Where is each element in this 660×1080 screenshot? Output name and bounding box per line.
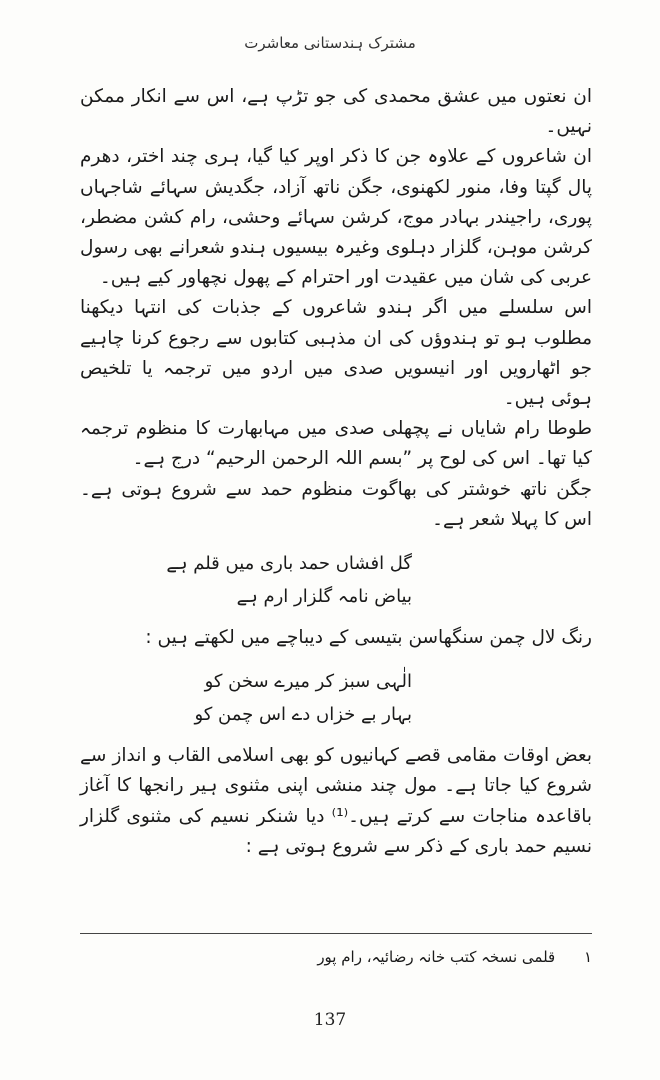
closing-paragraph: بعض اوقات مقامی قصے کہانیوں کو بھی اسلامی القاب و انداز سے شروع کیا جاتا ہے۔ مول چند منشی اپنی مثنوی ہیر رانجھا کا آغاز باقاعدہ مناجات سے کرتے ہیں۔⁽¹⁾ دیا شنکر نسیم کی مثنوی گلزار نسیم حمد باری کے ذکر سے شروع ہوتی ہے : [80,745,592,857]
verse-1-line-1: گل افشاں حمد باری میں قلم ہے [166,553,412,575]
page-number: 137 [313,1010,347,1030]
verse-2-line-2: بہار بے خزاں دے اس چمن کو [194,704,412,726]
paragraph-5: جگن ناتھ خوشتر کی بھاگوت منظوم حمد سے شروع ہوتی ہے۔ اس کا پہلا شعر ہے۔ [80,478,592,530]
paragraph-1: ان نعتوں میں عشق محمدی کی جو تڑپ ہے، اس سے انکار ممکن نہیں۔ [80,86,592,138]
footnote-text: قلمی نسخہ کتب خانہ رضائیہ، رام پور [317,948,556,966]
verse-2-intro: رنگ لال چمن سنگھاسن بتیسی کے دیباچے میں لکھتے ہیں : [145,627,592,649]
paragraph-4: طوطا رام شایاں نے پچھلی صدی میں مہابھارت کا منظوم ترجمہ کیا تھا۔ اس کی لوح پر ”بسم اللہ الرحمن الرحیم“ درج ہے۔ [80,418,592,470]
running-head: مشترک ہندستانی معاشرت [244,34,416,52]
paragraph-2: ان شاعروں کے علاوہ جن کا ذکر اوپر کیا گیا، ہری چند اختر، دھرم پال گپتا وفا، منور لکھنوی، جگن ناتھ آزاد، جگدیش سہائے شاجہاں پوری، راجیندر بہادر موج، کرشن سہائے وحشی، رام کشن مضطر، کرشن موہن، گلزار دہلوی وغیرہ بیسیوں ہندو شعرانے بھی رسول عربی کی شان میں عقیدت اور احترام کے پھول نچھاور کیے ہیں۔ [80,146,592,289]
body-text [80,82,592,862]
verse-1-line-2: بیاض نامہ گلزار ارم ہے [236,586,412,608]
footnote [80,948,592,966]
footnote-divider [80,933,592,934]
paragraph-3: اس سلسلے میں اگر ہندو شاعروں کے جذبات کی انتہا دیکھنا مطلوب ہو تو ہندوؤں کی ان مذہبی کتابوں سے رجوع کرنا چاہیے جو اٹھارویں اور انیسویں صدی میں اردو میں ترجمہ یا تلخیص ہوئی ہیں۔ [80,297,592,410]
footnote-number: ١ [583,948,592,966]
verse-2-line-1: الٰہی سبز کر میرے سخن کو [204,671,412,693]
